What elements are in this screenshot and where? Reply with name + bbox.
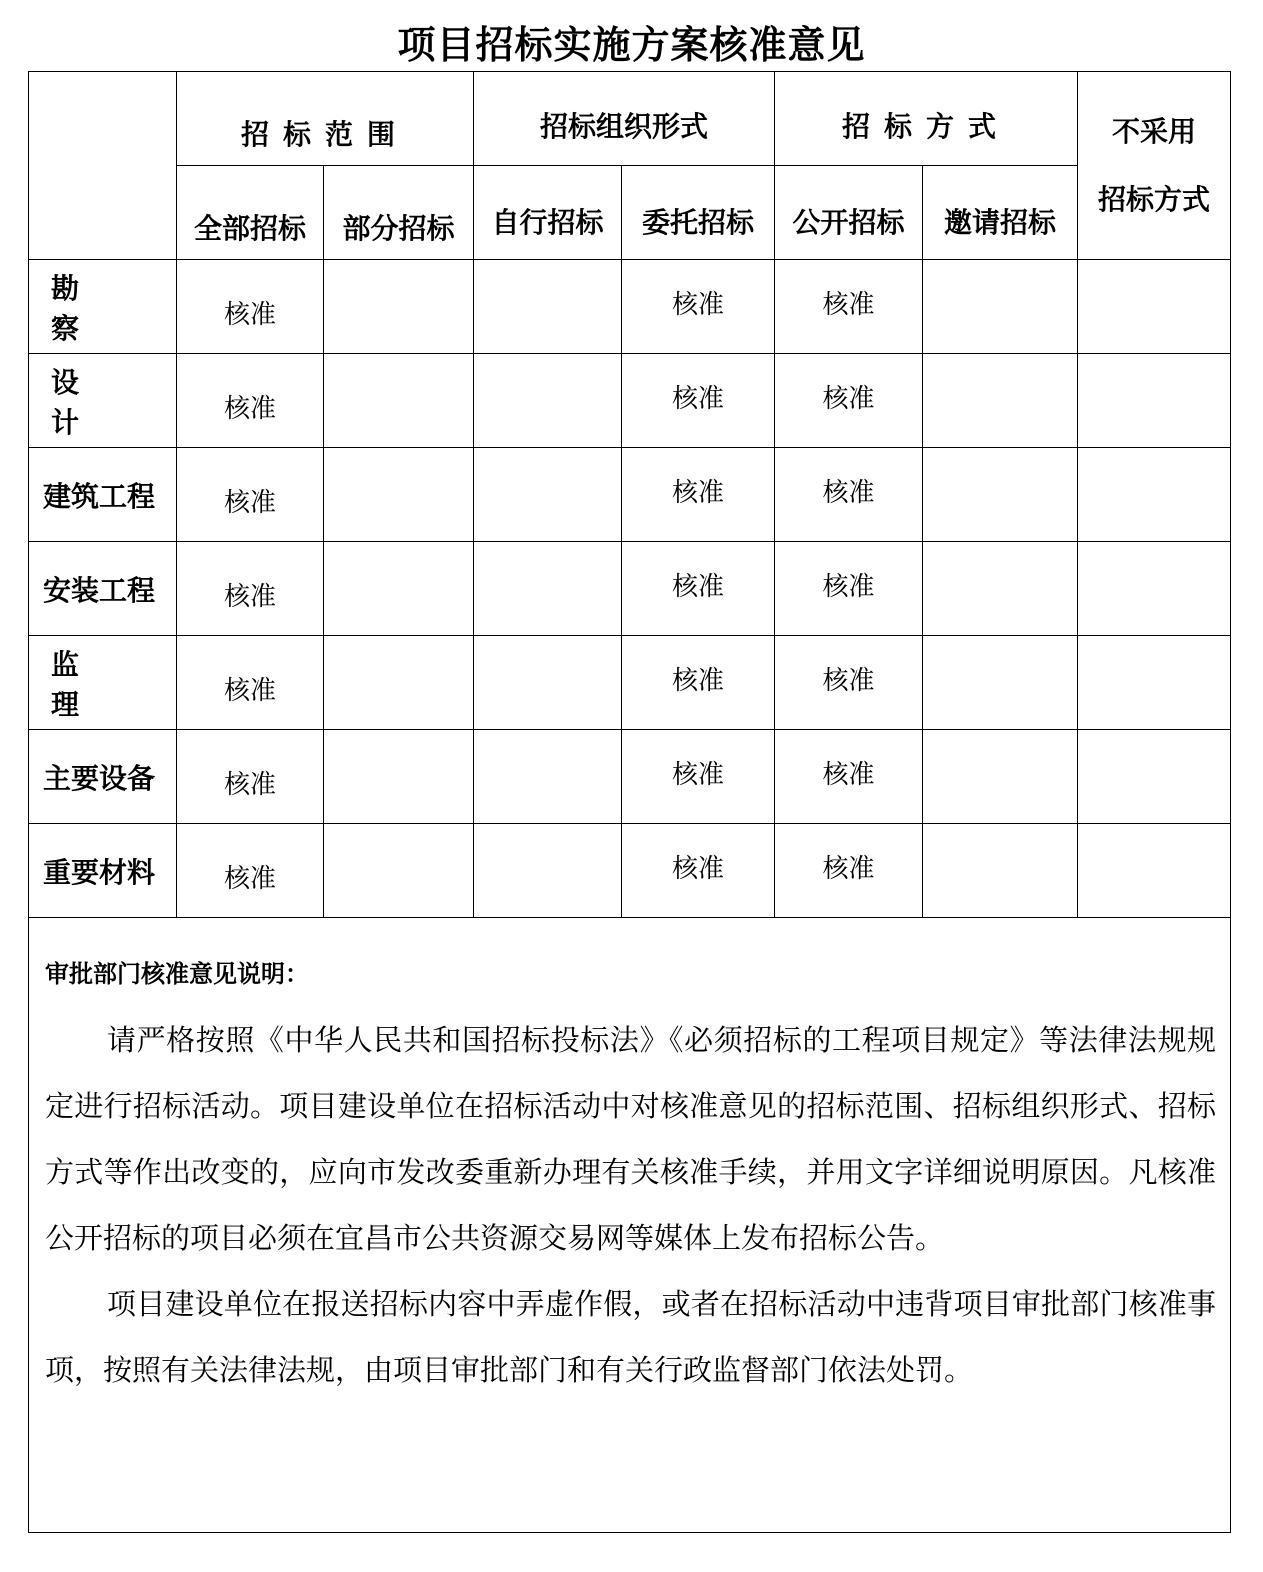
cell-all-bidding: 核准	[177, 260, 324, 354]
cell-partial-bidding	[324, 730, 474, 824]
table-row	[29, 260, 1231, 354]
cell-all-bidding: 核准	[177, 448, 324, 542]
header-scope: 招标范围	[177, 72, 474, 166]
cell-invited-bidding	[923, 730, 1078, 824]
table-row	[29, 542, 1231, 636]
row-label: 勘察	[29, 260, 177, 354]
cell-open-bidding: 核准	[775, 260, 923, 354]
cell-open-bidding: 核准	[775, 354, 923, 448]
cell-no-bidding	[1078, 730, 1231, 824]
cell-all-bidding: 核准	[177, 636, 324, 730]
cell-no-bidding	[1078, 260, 1231, 354]
subheader-partial-bidding: 部分招标	[324, 166, 474, 260]
approval-table	[28, 71, 1231, 1533]
header-no-bidding-line1: 不采用	[1112, 114, 1197, 148]
table-row	[29, 354, 1231, 448]
subheader-all-bidding: 全部招标	[177, 166, 324, 260]
corner-cell	[29, 72, 177, 260]
cell-partial-bidding	[324, 542, 474, 636]
header-organization: 招标组织形式	[474, 72, 775, 166]
cell-entrusted-bidding: 核准	[622, 448, 775, 542]
cell-invited-bidding	[923, 636, 1078, 730]
notes-title: 审批部门核准意见说明：	[45, 959, 309, 988]
cell-invited-bidding	[923, 448, 1078, 542]
cell-self-bidding	[474, 824, 622, 918]
cell-open-bidding: 核准	[775, 636, 923, 730]
cell-all-bidding: 核准	[177, 824, 324, 918]
cell-invited-bidding	[923, 354, 1078, 448]
cell-entrusted-bidding: 核准	[622, 260, 775, 354]
cell-self-bidding	[474, 542, 622, 636]
cell-invited-bidding	[923, 542, 1078, 636]
cell-no-bidding	[1078, 636, 1231, 730]
table-row	[29, 824, 1231, 918]
cell-entrusted-bidding: 核准	[622, 542, 775, 636]
table-row	[29, 730, 1231, 824]
cell-no-bidding	[1078, 542, 1231, 636]
subheader-entrusted-bidding: 委托招标	[622, 166, 775, 260]
notes-paragraph: 项目建设单位在报送招标内容中弄虚作假，或者在招标活动中违背项目审批部门核准事项，按照有关法律法规，由项目审批部门和有关行政监督部门依法处罚。	[45, 1287, 1217, 1387]
cell-open-bidding: 核准	[775, 542, 923, 636]
header-no-bidding	[1078, 72, 1231, 260]
row-label: 重要材料	[29, 824, 177, 918]
cell-open-bidding: 核准	[775, 730, 923, 824]
row-label: 监理	[29, 636, 177, 730]
subheader-open-bidding: 公开招标	[775, 166, 923, 260]
cell-entrusted-bidding: 核准	[622, 636, 775, 730]
row-label: 设计	[29, 354, 177, 448]
cell-entrusted-bidding: 核准	[622, 730, 775, 824]
notes-paragraph: 请严格按照《中华人民共和国招标投标法》《必须招标的工程项目规定》等法律法规规定进行招标活动。项目建设单位在招标活动中对核准意见的招标范围、招标组织形式、招标方式等作出改变的，应向市发改委重新办理有关核准手续，并用文字详细说明原因。凡核准公开招标的项目必须在宜昌市公共资源交易网等媒体上发布招标公告。	[45, 1023, 1217, 1255]
cell-entrusted-bidding: 核准	[622, 354, 775, 448]
cell-open-bidding: 核准	[775, 448, 923, 542]
row-label: 建筑工程	[29, 448, 177, 542]
cell-partial-bidding	[324, 448, 474, 542]
row-label: 主要设备	[29, 730, 177, 824]
cell-self-bidding	[474, 636, 622, 730]
cell-all-bidding: 核准	[177, 542, 324, 636]
header-method: 招标方式	[775, 72, 1078, 166]
subheader-self-bidding: 自行招标	[474, 166, 622, 260]
cell-invited-bidding	[923, 824, 1078, 918]
table-row	[29, 636, 1231, 730]
cell-self-bidding	[474, 448, 622, 542]
cell-entrusted-bidding: 核准	[622, 824, 775, 918]
cell-no-bidding	[1078, 448, 1231, 542]
cell-no-bidding	[1078, 354, 1231, 448]
cell-invited-bidding	[923, 260, 1078, 354]
cell-partial-bidding	[324, 636, 474, 730]
table-row	[29, 448, 1231, 542]
cell-self-bidding	[474, 354, 622, 448]
cell-all-bidding: 核准	[177, 354, 324, 448]
header-no-bidding-line2: 招标方式	[1098, 182, 1211, 216]
cell-all-bidding: 核准	[177, 730, 324, 824]
page-title: 项目招标实施方案核准意见	[397, 22, 866, 67]
cell-no-bidding	[1078, 824, 1231, 918]
notes-section	[29, 918, 1231, 1533]
cell-partial-bidding	[324, 354, 474, 448]
cell-self-bidding	[474, 260, 622, 354]
cell-partial-bidding	[324, 260, 474, 354]
subheader-invited-bidding: 邀请招标	[923, 166, 1078, 260]
cell-partial-bidding	[324, 824, 474, 918]
cell-open-bidding: 核准	[775, 824, 923, 918]
cell-self-bidding	[474, 730, 622, 824]
row-label: 安装工程	[29, 542, 177, 636]
